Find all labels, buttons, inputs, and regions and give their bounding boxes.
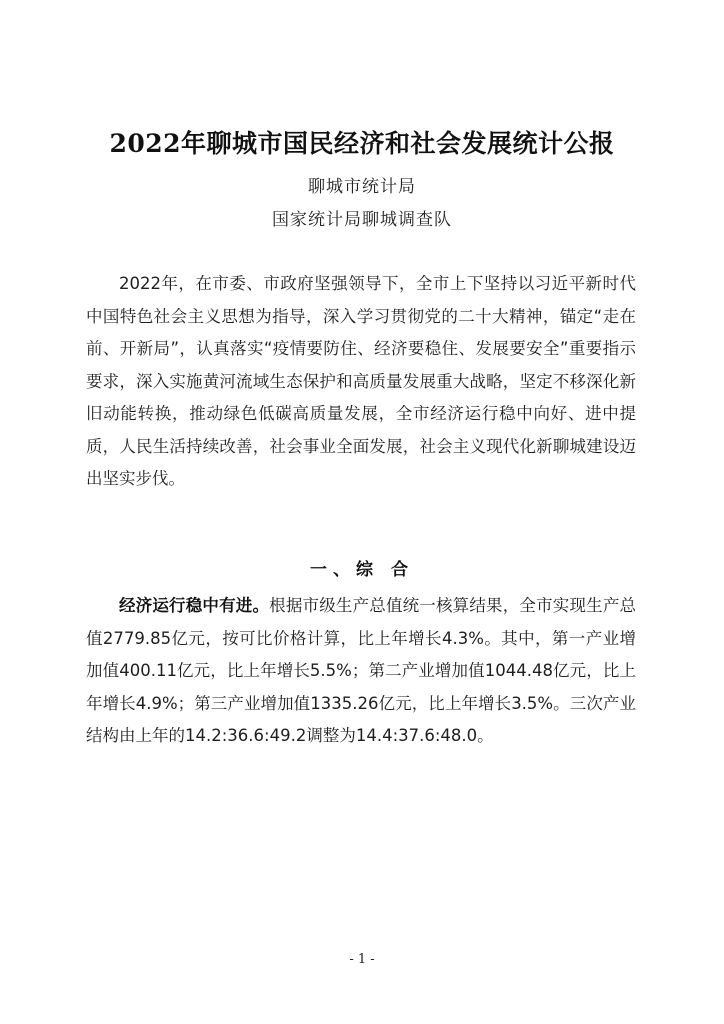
document-title: 2022年聊城市国民经济和社会发展统计公报 xyxy=(109,129,615,158)
issuer-survey-team: 国家统计局聊城调查队 xyxy=(272,210,452,230)
page-number: - 1 - xyxy=(349,952,375,967)
economy-paragraph xyxy=(86,590,636,753)
intro-paragraph: 2022年，在市委、市政府坚强领导下，全市上下坚持以习近平新时代中国特色社会主义思想为指导，深入学习贯彻党的二十大精神，锚定“走在前、开新局”，认真落实“疫情要防住、经济要稳住、发展要安全”重要指示要求，深入实施黄河流域生态保护和高质量发展重大战略，坚定不移深化新旧动能转换，推动绿色低碳高质量发展，全市经济运行稳中向好、进中提质，人民生活持续改善，社会事业全面发展，社会主义现代化新聊城建设迈出坚实步伐。 xyxy=(86,274,636,488)
issuer-statistics-bureau: 聊城市统计局 xyxy=(308,177,416,197)
paragraph-text: 根据市级生产总值统一核算结果，全市实现生产总值2779.85亿元，按可比价格计算，比上年增长4.3%。其中，第一产业增加值400.11亿元，比上年增长5.5%；第二产业增加值1044.48亿元，比上年增长4.9%；第三产业增加值1335.26亿元，比上年增长3.5%。三次产业结构由上年的14.2:36.6:49.2调整为14.4:37.6:48.0。 xyxy=(86,596,637,745)
paragraph-lead: 经济运行稳中有进。 xyxy=(119,596,270,615)
section-heading-general: 一、综 合 xyxy=(310,560,414,580)
